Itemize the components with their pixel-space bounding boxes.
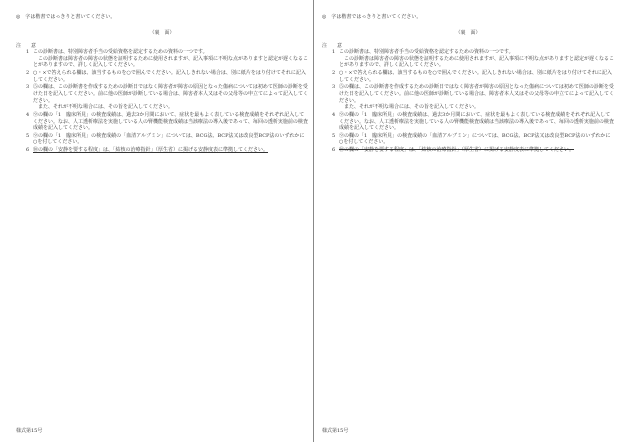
page-divider — [313, 0, 314, 442]
notes-list — [26, 49, 308, 155]
note-text: ⑤の欄は、この診断書を作成するための診断日ではなく障害者が障害の原因となった傷病については初めて医師の診断を受けた日を記入してください。前に他の医師が診断している場合は、障害者本人又はその父母等の申立てによって記入してください。 — [339, 84, 615, 104]
page-heading: （裏 面） — [455, 30, 481, 36]
note-number: 3 — [26, 84, 30, 91]
instruction-text: ◎ 字は楷書ではっきりと書いてください。 — [16, 14, 116, 20]
note-text: ⑩の欄の「安静を要する程度」は、「結核の治療指針」（厚生省）に掲げる安静度表に準拠してください。 — [339, 147, 575, 154]
note-number: 5 — [26, 132, 30, 139]
note-number: 2 — [26, 69, 30, 76]
document-page-left — [12, 0, 312, 442]
note-item — [26, 49, 308, 69]
note-number: 6 — [26, 147, 30, 154]
note-item — [26, 147, 308, 154]
notes-title: 注 意 — [16, 43, 37, 49]
note-number: 2 — [332, 69, 336, 76]
note-text: また、それが不明な場合には、その旨を記入してください。 — [38, 104, 174, 111]
note-item — [26, 84, 308, 110]
page-heading: （裏 面） — [149, 30, 175, 36]
note-item — [332, 84, 614, 110]
note-text: ⑨の欄の「1 臨床所見」の検査成績の「血清アルブミン」については、BCG法、BCP法又は改良型BCP法のいずれかに○を付してください。 — [33, 132, 305, 146]
note-text: ○・×で答えられる欄は、該当するものを○で囲んでください。記入しきれない場合は、別に紙片をはり付けてそれに記入してください。 — [339, 69, 612, 83]
form-number: 様式第15号 — [16, 428, 43, 434]
note-text: また、それが不明な場合には、その旨を記入してください。 — [344, 104, 480, 111]
note-text: ⑨の欄の「1 臨床所見」の検査成績は、過去3か月間において、症状を最もよく表している検査成績をそれぞれ記入してください。なお、人工透析療法を実施している人の腎機能検査成績は当該療法の導入後であって、毎回の透析実施前の検査成績を記入してください。 — [339, 111, 614, 132]
note-item — [26, 133, 308, 146]
note-item — [332, 112, 614, 132]
note-item — [26, 70, 308, 83]
note-text: ⑤の欄は、この診断書を作成するための診断日ではなく障害者が障害の原因となった傷病については初めて医師の診断を受けた日を記入してください。前に他の医師が診断している場合は、障害者本人又はその父母等の申立てによって記入してください。 — [33, 84, 309, 104]
note-number: 3 — [332, 84, 336, 91]
note-item — [332, 49, 614, 69]
form-number: 様式第15号 — [322, 428, 349, 434]
note-text: この診断書は、特別障害者手当の受給資格を認定するための資料の一つです。 — [339, 49, 514, 55]
notes-title: 注 意 — [322, 43, 343, 49]
note-number: 1 — [26, 49, 30, 55]
note-item — [26, 112, 308, 132]
instruction-text: ◎ 字は楷書ではっきりと書いてください。 — [322, 14, 422, 20]
note-item — [332, 147, 614, 154]
note-text: ○・×で答えられる欄は、該当するものを○で囲んでください。記入しきれない場合は、別に紙片をはり付けてそれに記入してください。 — [33, 69, 306, 83]
note-text: この診断書は障害者の障害の状態を証明するために使用されますが、記入事項に不明な点がありますと認定が遅くなることがありますので、詳しく記入してください。 — [339, 55, 615, 69]
note-number: 6 — [332, 147, 336, 154]
note-text: ⑨の欄の「1 臨床所見」の検査成績は、過去3か月間において、症状を最もよく表している検査成績をそれぞれ記入してください。なお、人工透析療法を実施している人の腎機能検査成績は当該療法の導入後であって、毎回の透析実施前の検査成績を記入してください。 — [33, 111, 308, 132]
note-text: ⑨の欄の「1 臨床所見」の検査成績の「血清アルブミン」については、BCG法、BCP法又は改良型BCP法のいずれかに○を付してください。 — [339, 132, 611, 146]
note-number: 1 — [332, 49, 336, 55]
note-number: 4 — [332, 111, 336, 118]
note-number: 5 — [332, 132, 336, 139]
document-page-right — [318, 0, 618, 442]
note-item — [332, 133, 614, 146]
note-text: この診断書は、特別障害者手当の受給資格を認定するための資料の一つです。 — [33, 49, 208, 55]
note-text: この診断書は障害者の障害の状態を証明するために使用されますが、記入事項に不明な点がありますと認定が遅くなることがありますので、詳しく記入してください。 — [33, 55, 309, 69]
note-item — [332, 70, 614, 83]
notes-list — [332, 49, 614, 155]
note-text: ⑩の欄の「安静を要する程度」は、「結核の治療指針」（厚生省）に掲げる安静度表に準拠してください。 — [33, 147, 269, 154]
note-number: 4 — [26, 111, 30, 118]
